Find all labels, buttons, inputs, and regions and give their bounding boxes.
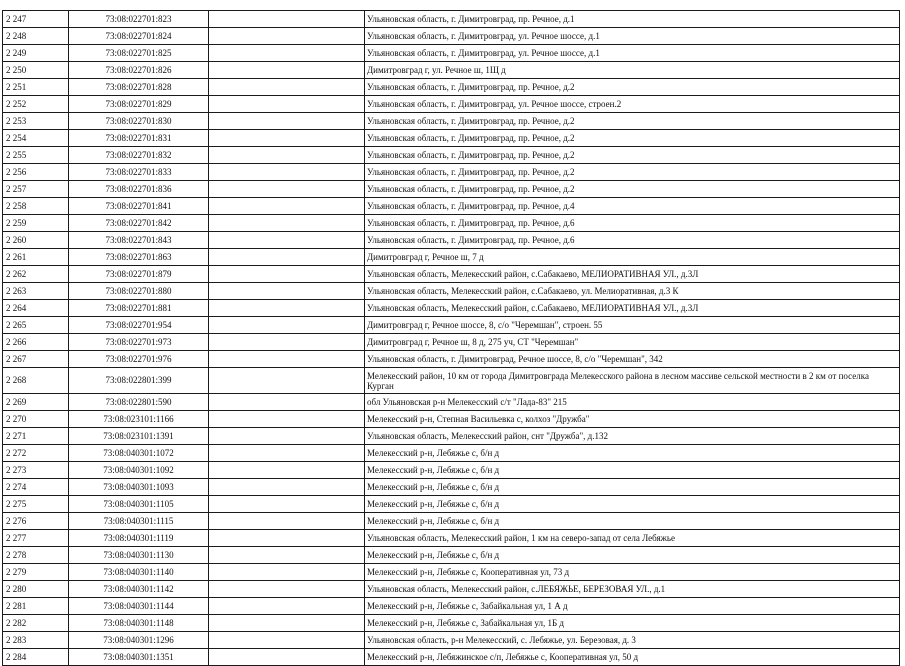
table-row <box>3 113 900 130</box>
address-cell: Ульяновская область, г. Димитровград, пр. Речное, д.6 <box>365 232 900 249</box>
address-cell: Димитровград г, Речное шоссе, 8, с/о "Черемшан", строен. 55 <box>365 317 900 334</box>
cadastral-number-cell: 73:08:022701:842 <box>69 215 209 232</box>
empty-cell <box>209 113 365 130</box>
empty-cell <box>209 28 365 45</box>
empty-cell <box>209 317 365 334</box>
empty-cell <box>209 300 365 317</box>
cadastral-number-cell: 73:08:023101:1166 <box>69 411 209 428</box>
empty-cell <box>209 462 365 479</box>
table-row <box>3 368 900 394</box>
row-number-cell: 2 275 <box>3 496 69 513</box>
table-row <box>3 300 900 317</box>
empty-cell <box>209 11 365 28</box>
row-number-cell: 2 262 <box>3 266 69 283</box>
cadastral-number-cell: 73:08:040301:1296 <box>69 632 209 649</box>
cadastral-number-cell: 73:08:022701:954 <box>69 317 209 334</box>
empty-cell <box>209 564 365 581</box>
cadastral-number-cell: 73:08:040301:1092 <box>69 462 209 479</box>
empty-cell <box>209 96 365 113</box>
cadastral-number-cell: 73:08:022801:399 <box>69 368 209 394</box>
address-cell: Димитровград г, Речное ш, 8 д, 275 уч, СТ "Черемшан" <box>365 334 900 351</box>
empty-cell <box>209 198 365 215</box>
cadastral-number-cell: 73:08:022701:843 <box>69 232 209 249</box>
address-cell: Ульяновская область, г. Димитровград, пр. Речное, д.2 <box>365 181 900 198</box>
cadastral-number-cell: 73:08:022701:879 <box>69 266 209 283</box>
address-cell: Ульяновская область, г. Димитровград, Речное шоссе, 8, с/о "Черемшан", 342 <box>365 351 900 368</box>
cadastral-number-cell: 73:08:040301:1115 <box>69 513 209 530</box>
empty-cell <box>209 632 365 649</box>
row-number-cell: 2 272 <box>3 445 69 462</box>
address-cell: Ульяновская область, р-н Мелекесский, с. Лебяжье, ул. Березовая, д. 3 <box>365 632 900 649</box>
cadastral-number-cell: 73:08:022701:826 <box>69 62 209 79</box>
cadastral-number-cell: 73:08:022701:825 <box>69 45 209 62</box>
row-number-cell: 2 248 <box>3 28 69 45</box>
address-cell: Ульяновская область, г. Димитровград, пр. Речное, д.4 <box>365 198 900 215</box>
row-number-cell: 2 280 <box>3 581 69 598</box>
table-row <box>3 79 900 96</box>
cadastral-number-cell: 73:08:022701:836 <box>69 181 209 198</box>
table-row <box>3 249 900 266</box>
cadastral-number-cell: 73:08:022701:880 <box>69 283 209 300</box>
cadastral-number-cell: 73:08:022701:830 <box>69 113 209 130</box>
row-number-cell: 2 261 <box>3 249 69 266</box>
row-number-cell: 2 269 <box>3 394 69 411</box>
empty-cell <box>209 513 365 530</box>
address-cell: Ульяновская область, г. Димитровград, пр. Речное, д.6 <box>365 215 900 232</box>
registry-page <box>0 10 905 666</box>
empty-cell <box>209 479 365 496</box>
cadastral-registry-table <box>2 10 900 666</box>
table-row <box>3 513 900 530</box>
row-number-cell: 2 278 <box>3 547 69 564</box>
row-number-cell: 2 259 <box>3 215 69 232</box>
address-cell: Ульяновская область, г. Димитровград, пр. Речное, д.2 <box>365 113 900 130</box>
row-number-cell: 2 255 <box>3 147 69 164</box>
table-row <box>3 351 900 368</box>
empty-cell <box>209 649 365 666</box>
cadastral-number-cell: 73:08:022701:833 <box>69 164 209 181</box>
address-cell: Мелекесский р-н, Лебяжье с, б/н д <box>365 479 900 496</box>
address-cell: Ульяновская область, г. Димитровград, пр. Речное, д.2 <box>365 130 900 147</box>
empty-cell <box>209 394 365 411</box>
cadastral-number-cell: 73:08:040301:1148 <box>69 615 209 632</box>
row-number-cell: 2 260 <box>3 232 69 249</box>
row-number-cell: 2 253 <box>3 113 69 130</box>
row-number-cell: 2 270 <box>3 411 69 428</box>
table-body <box>3 11 900 666</box>
table-row <box>3 411 900 428</box>
row-number-cell: 2 252 <box>3 96 69 113</box>
empty-cell <box>209 547 365 564</box>
table-row <box>3 394 900 411</box>
table-row <box>3 283 900 300</box>
address-cell: Мелекесский р-н, Степная Васильевка с, колхоз "Дружба" <box>365 411 900 428</box>
row-number-cell: 2 268 <box>3 368 69 394</box>
table-row <box>3 462 900 479</box>
row-number-cell: 2 263 <box>3 283 69 300</box>
empty-cell <box>209 147 365 164</box>
empty-cell <box>209 232 365 249</box>
row-number-cell: 2 284 <box>3 649 69 666</box>
row-number-cell: 2 282 <box>3 615 69 632</box>
empty-cell <box>209 530 365 547</box>
cadastral-number-cell: 73:08:022701:973 <box>69 334 209 351</box>
empty-cell <box>209 581 365 598</box>
table-row <box>3 96 900 113</box>
address-cell: Димитровград г, Речное ш, 7 д <box>365 249 900 266</box>
cadastral-number-cell: 73:08:023101:1391 <box>69 428 209 445</box>
table-row <box>3 428 900 445</box>
address-cell: Ульяновская область, Мелекесский район, 1 км на северо-запад от села Лебяжье <box>365 530 900 547</box>
empty-cell <box>209 181 365 198</box>
row-number-cell: 2 279 <box>3 564 69 581</box>
address-cell: Ульяновская область, Мелекесский район, с.Сабакаево, МЕЛИОРАТИВНАЯ УЛ., д.3Л <box>365 266 900 283</box>
table-row <box>3 496 900 513</box>
table-row <box>3 615 900 632</box>
address-cell: Мелекесский р-н, Лебяжье с, Кооперативная ул, 73 д <box>365 564 900 581</box>
address-cell: обл Ульяновская р-н Мелекесский с/т "Лада-83" 215 <box>365 394 900 411</box>
address-cell: Ульяновская область, Мелекесский район, с.Сабакаево, ул. Мелиоративная, д.3 К <box>365 283 900 300</box>
row-number-cell: 2 273 <box>3 462 69 479</box>
cadastral-number-cell: 73:08:022701:841 <box>69 198 209 215</box>
empty-cell <box>209 79 365 96</box>
address-cell: Ульяновская область, Мелекесский район, снт "Дружба", д.132 <box>365 428 900 445</box>
table-row <box>3 632 900 649</box>
cadastral-number-cell: 73:08:040301:1142 <box>69 581 209 598</box>
address-cell: Мелекесский р-н, Лебяжье с, Забайкальная ул, 1Б д <box>365 615 900 632</box>
table-row <box>3 547 900 564</box>
row-number-cell: 2 281 <box>3 598 69 615</box>
table-row <box>3 181 900 198</box>
row-number-cell: 2 274 <box>3 479 69 496</box>
row-number-cell: 2 249 <box>3 45 69 62</box>
cadastral-number-cell: 73:08:022701:831 <box>69 130 209 147</box>
empty-cell <box>209 445 365 462</box>
table-row <box>3 266 900 283</box>
table-row <box>3 317 900 334</box>
empty-cell <box>209 62 365 79</box>
address-cell: Ульяновская область, г. Димитровград, ул. Речное шоссе, строен.2 <box>365 96 900 113</box>
table-row <box>3 598 900 615</box>
cadastral-number-cell: 73:08:022701:881 <box>69 300 209 317</box>
cadastral-number-cell: 73:08:022701:863 <box>69 249 209 266</box>
address-cell: Ульяновская область, г. Димитровград, пр. Речное, д.2 <box>365 164 900 181</box>
cadastral-number-cell: 73:08:022701:828 <box>69 79 209 96</box>
cadastral-number-cell: 73:08:040301:1140 <box>69 564 209 581</box>
row-number-cell: 2 267 <box>3 351 69 368</box>
table-row <box>3 581 900 598</box>
address-cell: Ульяновская область, г. Димитровград, ул. Речное шоссе, д.1 <box>365 28 900 45</box>
table-row <box>3 11 900 28</box>
row-number-cell: 2 254 <box>3 130 69 147</box>
table-row <box>3 215 900 232</box>
cadastral-number-cell: 73:08:040301:1105 <box>69 496 209 513</box>
empty-cell <box>209 428 365 445</box>
table-row <box>3 164 900 181</box>
table-row <box>3 445 900 462</box>
cadastral-number-cell: 73:08:040301:1072 <box>69 445 209 462</box>
cadastral-number-cell: 73:08:022701:832 <box>69 147 209 164</box>
table-row <box>3 198 900 215</box>
cadastral-number-cell: 73:08:022701:823 <box>69 11 209 28</box>
address-cell: Ульяновская область, Мелекесский район, с.Сабакаево, МЕЛИОРАТИВНАЯ УЛ., д.3Л <box>365 300 900 317</box>
empty-cell <box>209 164 365 181</box>
row-number-cell: 2 266 <box>3 334 69 351</box>
cadastral-number-cell: 73:08:040301:1351 <box>69 649 209 666</box>
empty-cell <box>209 351 365 368</box>
address-cell: Мелекесский р-н, Лебяжье с, б/н д <box>365 513 900 530</box>
address-cell: Ульяновская область, Мелекесский район, с.ЛЕБЯЖЬЕ, БЕРЕЗОВАЯ УЛ., д.1 <box>365 581 900 598</box>
row-number-cell: 2 251 <box>3 79 69 96</box>
address-cell: Мелекесский р-н, Лебяжье с, б/н д <box>365 547 900 564</box>
address-cell: Димитровград г, ул. Речное ш, 1Щ д <box>365 62 900 79</box>
empty-cell <box>209 130 365 147</box>
cadastral-number-cell: 73:08:040301:1130 <box>69 547 209 564</box>
cadastral-number-cell: 73:08:040301:1144 <box>69 598 209 615</box>
row-number-cell: 2 257 <box>3 181 69 198</box>
table-row <box>3 334 900 351</box>
address-cell: Мелекесский р-н, Лебяжье с, б/н д <box>365 462 900 479</box>
address-cell: Мелекесский р-н, Лебяжье с, Забайкальная ул, 1 А д <box>365 598 900 615</box>
table-row <box>3 232 900 249</box>
address-cell: Ульяновская область, г. Димитровград, ул. Речное шоссе, д.1 <box>365 45 900 62</box>
row-number-cell: 2 277 <box>3 530 69 547</box>
row-number-cell: 2 271 <box>3 428 69 445</box>
table-row <box>3 62 900 79</box>
table-row <box>3 28 900 45</box>
empty-cell <box>209 615 365 632</box>
empty-cell <box>209 334 365 351</box>
cadastral-number-cell: 73:08:022701:976 <box>69 351 209 368</box>
row-number-cell: 2 256 <box>3 164 69 181</box>
row-number-cell: 2 265 <box>3 317 69 334</box>
cadastral-number-cell: 73:08:022701:829 <box>69 96 209 113</box>
table-row <box>3 147 900 164</box>
address-cell: Мелекесский р-н, Лебяжинское с/п, Лебяжье с, Кооперативная ул, 50 д <box>365 649 900 666</box>
table-row <box>3 45 900 62</box>
empty-cell <box>209 266 365 283</box>
cadastral-number-cell: 73:08:022701:824 <box>69 28 209 45</box>
address-cell: Ульяновская область, г. Димитровград, пр. Речное, д.1 <box>365 11 900 28</box>
address-cell: Мелекесский р-н, Лебяжье с, б/н д <box>365 445 900 462</box>
row-number-cell: 2 250 <box>3 62 69 79</box>
row-number-cell: 2 258 <box>3 198 69 215</box>
empty-cell <box>209 215 365 232</box>
table-row <box>3 649 900 666</box>
empty-cell <box>209 496 365 513</box>
table-row <box>3 479 900 496</box>
address-cell: Мелекесский район, 10 км от города Димитровграда Мелекесского района в лесном массиве сельской местности в 2 км от поселка Курган <box>365 368 900 394</box>
empty-cell <box>209 249 365 266</box>
empty-cell <box>209 283 365 300</box>
address-cell: Ульяновская область, г. Димитровград, пр. Речное, д.2 <box>365 147 900 164</box>
row-number-cell: 2 247 <box>3 11 69 28</box>
table-row <box>3 130 900 147</box>
address-cell: Мелекесский р-н, Лебяжье с, б/н д <box>365 496 900 513</box>
row-number-cell: 2 283 <box>3 632 69 649</box>
empty-cell <box>209 368 365 394</box>
empty-cell <box>209 598 365 615</box>
address-cell: Ульяновская область, г. Димитровград, пр. Речное, д.2 <box>365 79 900 96</box>
empty-cell <box>209 45 365 62</box>
cadastral-number-cell: 73:08:040301:1093 <box>69 479 209 496</box>
empty-cell <box>209 411 365 428</box>
cadastral-number-cell: 73:08:040301:1119 <box>69 530 209 547</box>
cadastral-number-cell: 73:08:022801:590 <box>69 394 209 411</box>
table-row <box>3 564 900 581</box>
row-number-cell: 2 264 <box>3 300 69 317</box>
table-row <box>3 530 900 547</box>
row-number-cell: 2 276 <box>3 513 69 530</box>
